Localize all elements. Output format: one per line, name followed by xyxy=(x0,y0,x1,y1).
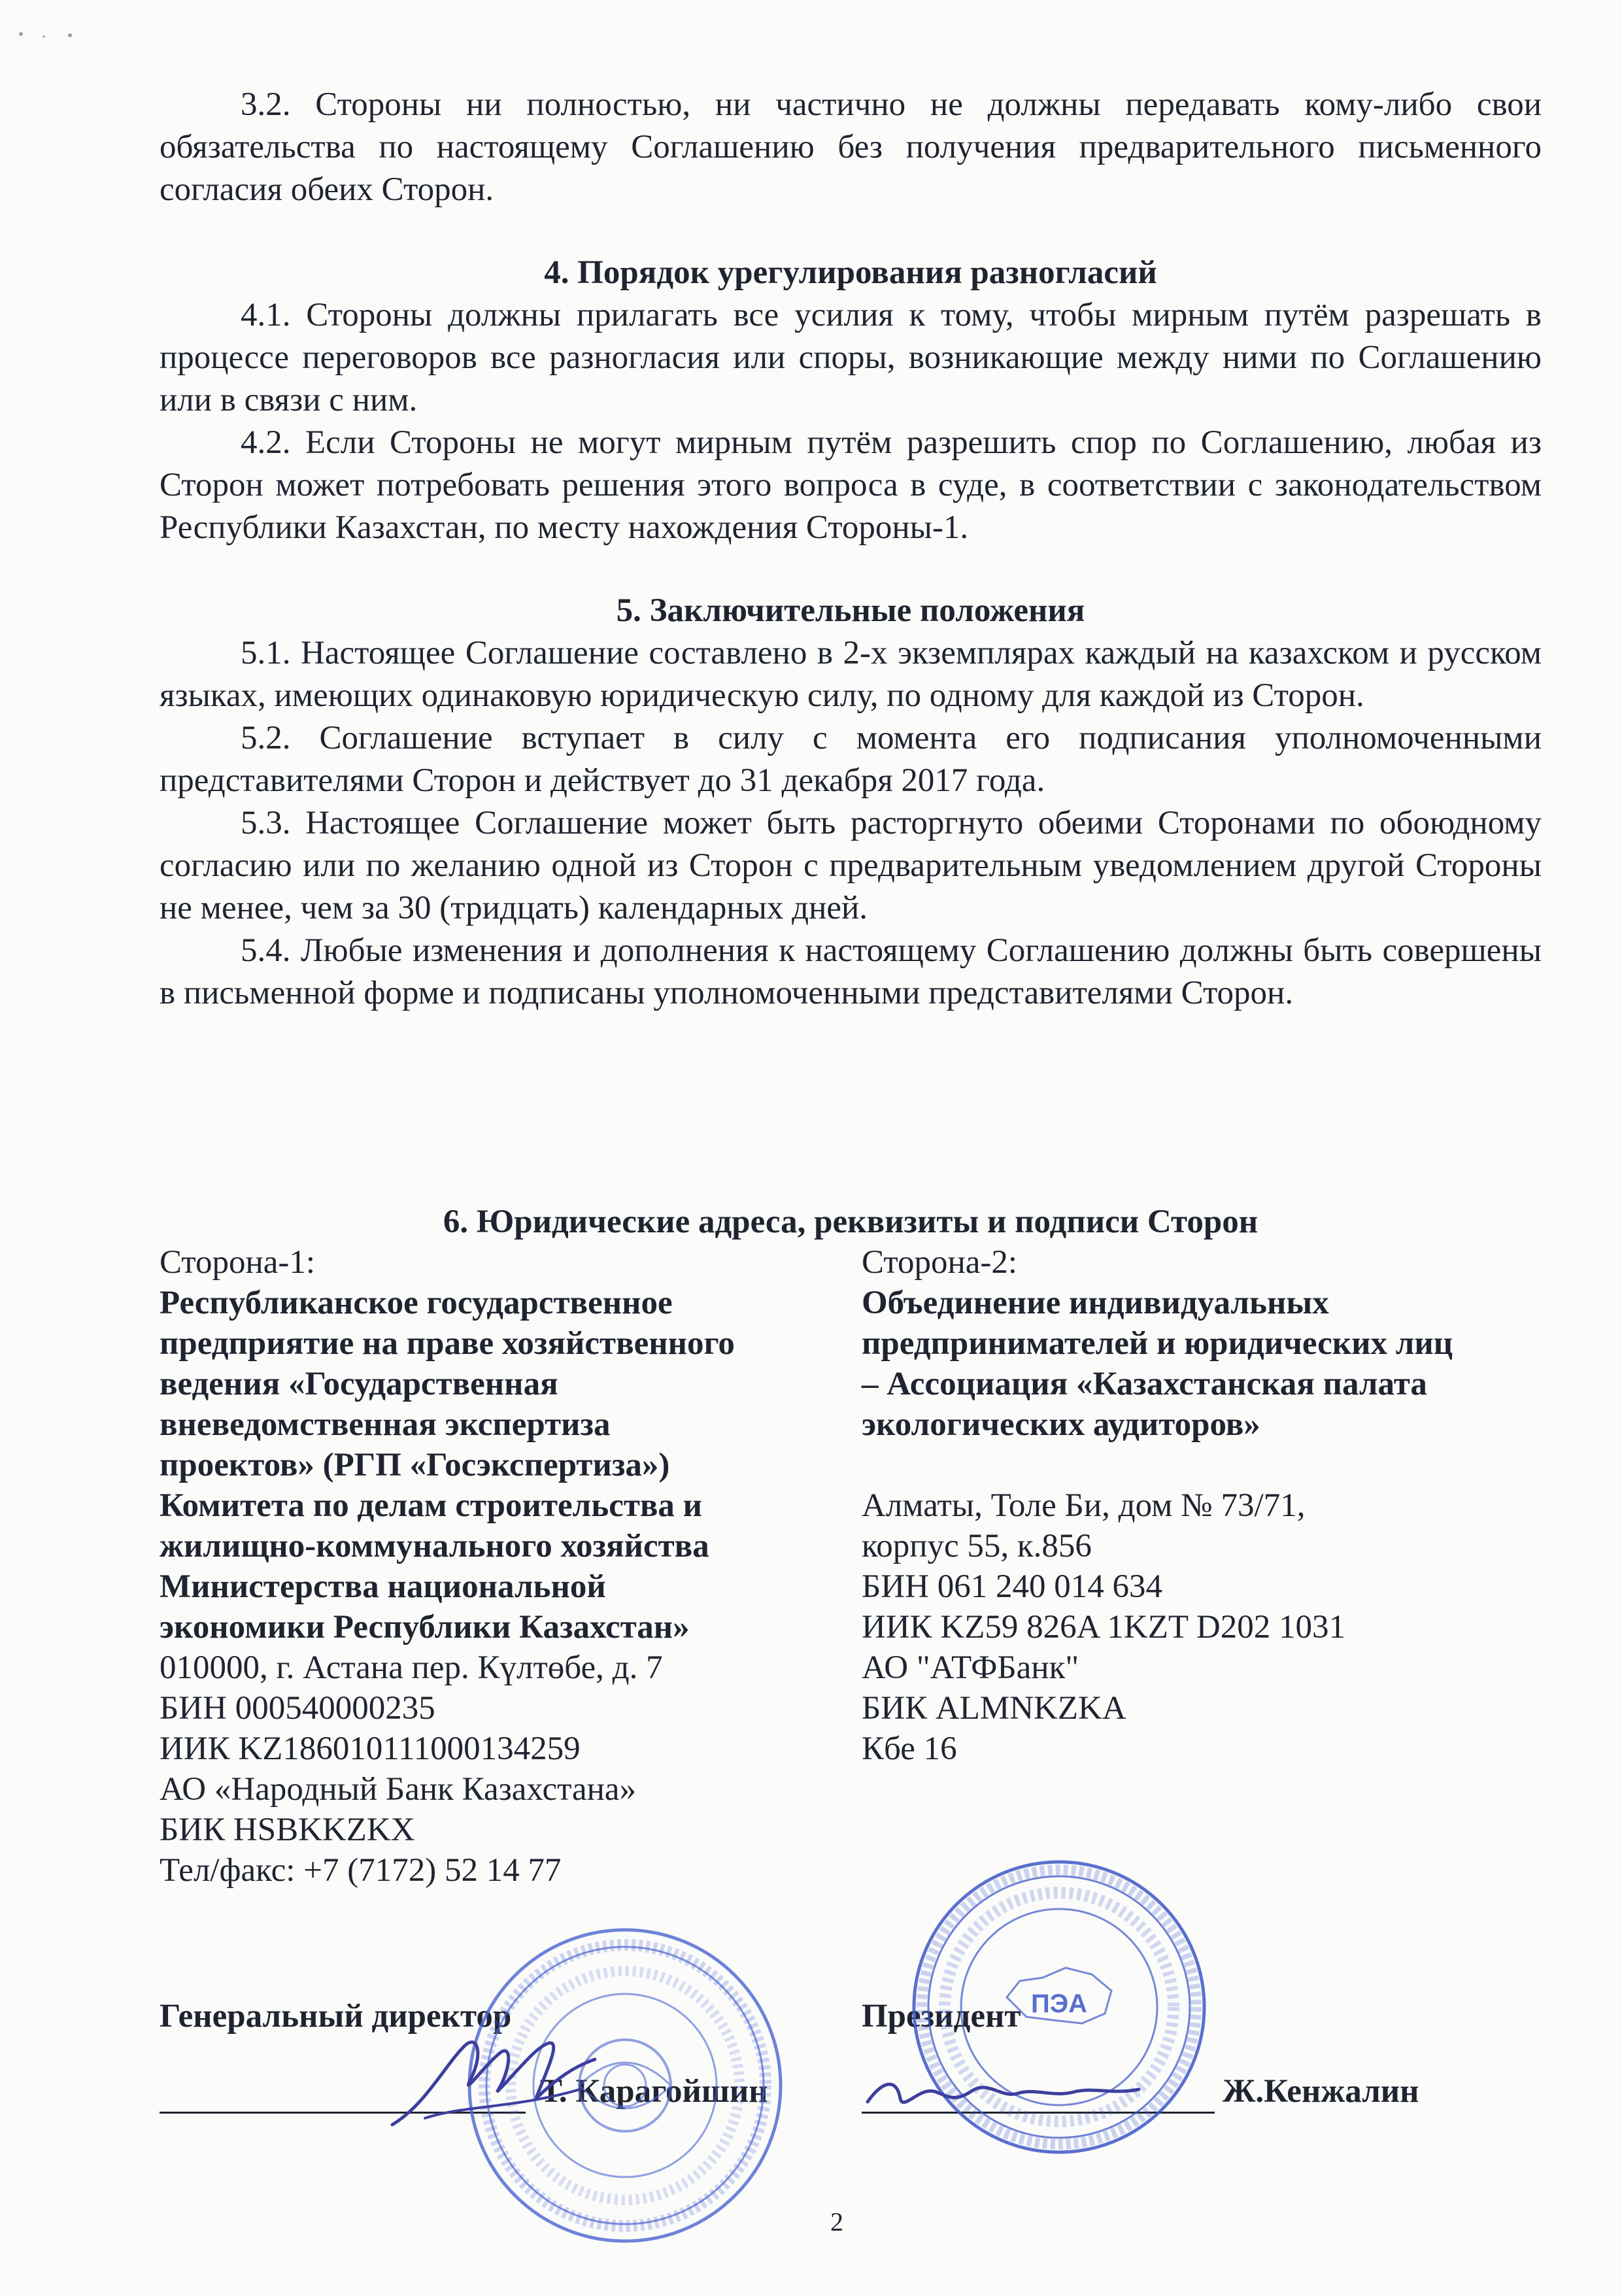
party-1-name-line: Республиканское государственное xyxy=(160,1285,673,1321)
party-2-address: Алматы, Толе Би, дом № 73/71, xyxy=(862,1487,1306,1524)
party-1-phone: Тел/факс: +7 (7172) 52 14 77 xyxy=(160,1852,562,1889)
party-2-name-line: Объединение индивидуальных xyxy=(862,1285,1329,1321)
party-2-signature-icon xyxy=(864,2066,1145,2118)
party-1-name-line: проектов» (РГП «Госэкспертиза») xyxy=(160,1447,670,1483)
party-2-signer-name: Ж.Кенжалин xyxy=(1223,2073,1419,2110)
party-2-name-line: экологических аудиторов» xyxy=(862,1406,1260,1443)
party-1-label: Сторона-1: xyxy=(160,1244,316,1281)
party-2-name-line: – Ассоциация «Казахстанская палата xyxy=(862,1366,1427,1402)
party-1-signer-name: Т. Карагойшин xyxy=(540,2073,768,2110)
paragraph-3-2: 3.2. Стороны ни полностью, ни частично не должны передавать кому-либо свои обязательства по настоящему Соглашению без получения предварительного письменного согласия обеих Сторон. xyxy=(160,86,1542,208)
party-2-bin: БИН 061 240 014 634 xyxy=(862,1568,1162,1605)
party-2-bank: АО "АТФБанк" xyxy=(862,1649,1079,1686)
scan-noise-icon xyxy=(8,26,86,46)
party-2-sign-title: Президент xyxy=(862,1998,1021,2034)
party-1-sign-title: Генеральный директор xyxy=(160,1998,512,2034)
party-1-bik: БИК HSBKKZKX xyxy=(160,1812,415,1848)
section-5-heading: 5. Заключительные положения xyxy=(616,592,1085,629)
party-1-name-line: ведения «Государственная xyxy=(160,1366,558,1402)
paragraph-4-2: 4.2. Если Стороны не могут мирным путём разрешить спор по Соглашению, любая из Сторон может потребовать решения этого вопроса в суде, в соответствии с законодательством Республики Казахстан, по месту нахождения Стороны-1. xyxy=(160,424,1542,546)
party-2-address-2: корпус 55, к.856 xyxy=(862,1528,1092,1564)
party-1-bank: АО «Народный Банк Казахстана» xyxy=(160,1771,637,1808)
party-1-name-line: Министерства национальной xyxy=(160,1568,606,1605)
party-2-iik: ИИК KZ59 826A 1KZT D202 1031 xyxy=(862,1609,1345,1646)
party-2-name-line: предпринимателей и юридических лиц xyxy=(862,1325,1453,1362)
party-1-name-line: вневедомственная экспертиза xyxy=(160,1406,611,1443)
section-6-block xyxy=(160,1202,1542,1242)
party-2-label: Сторона-2: xyxy=(862,1244,1018,1281)
party-2-details xyxy=(862,1242,1555,1769)
party-1-name-line: экономики Республики Казахстан» xyxy=(160,1609,690,1646)
paragraph-4-1: 4.1. Стороны должны прилагать все усилия к тому, чтобы мирным путём разрешать в процессе переговоров все разногласия или споры, возникающие между ними по Соглашению или в связи с ним. xyxy=(160,297,1542,418)
agreement-body xyxy=(160,84,1542,1015)
paragraph-5-1: 5.1. Настоящее Соглашение составлено в 2-х экземплярах каждый на казахском и русском языках, имеющих одинаковую юридическую силу, по одному для каждой из Сторон. xyxy=(160,635,1542,714)
party-1-name-line: Комитета по делам строительства и xyxy=(160,1487,703,1524)
party-1-details xyxy=(160,1242,853,1891)
party-1-bin: БИН 000540000235 xyxy=(160,1690,435,1727)
party-2-bik: БИК ALMNKZKA xyxy=(862,1690,1126,1727)
party-1-iik: ИИК KZ186010111000134259 xyxy=(160,1730,581,1767)
party-2-kbe: Кбе 16 xyxy=(862,1730,957,1767)
stamp-2-center-text: ПЭА xyxy=(1030,1989,1088,2018)
party-1-name-line: предприятие на праве хозяйственного xyxy=(160,1325,735,1362)
section-6-heading: 6. Юридические адреса, реквизиты и подписи Сторон xyxy=(443,1204,1259,1240)
party-1-name-line: жилищно-коммунального хозяйства xyxy=(160,1528,709,1564)
section-4-heading: 4. Порядок урегулирования разногласий xyxy=(544,254,1157,291)
paragraph-5-2: 5.2. Соглашение вступает в силу с момента его подписания уполномоченными представителями Сторон и действует до 31 декабря 2017 года. xyxy=(160,720,1542,799)
paragraph-5-3: 5.3. Настоящее Соглашение может быть расторгнуто обеими Сторонами по обоюдному согласию или по желанию одной из Сторон с предварительным уведомлением другой Стороны не менее, чем за 30 (тридцать) календарных дней. xyxy=(160,805,1542,926)
party-1-signature-icon xyxy=(386,2027,601,2138)
page-number: 2 xyxy=(830,2207,843,2237)
party-1-address: 010000, г. Астана пер. Күлтөбе, д. 7 xyxy=(160,1649,663,1686)
paragraph-5-4: 5.4. Любые изменения и дополнения к настоящему Соглашению должны быть совершены в письменной форме и подписаны уполномоченными представителями Сторон. xyxy=(160,932,1542,1011)
